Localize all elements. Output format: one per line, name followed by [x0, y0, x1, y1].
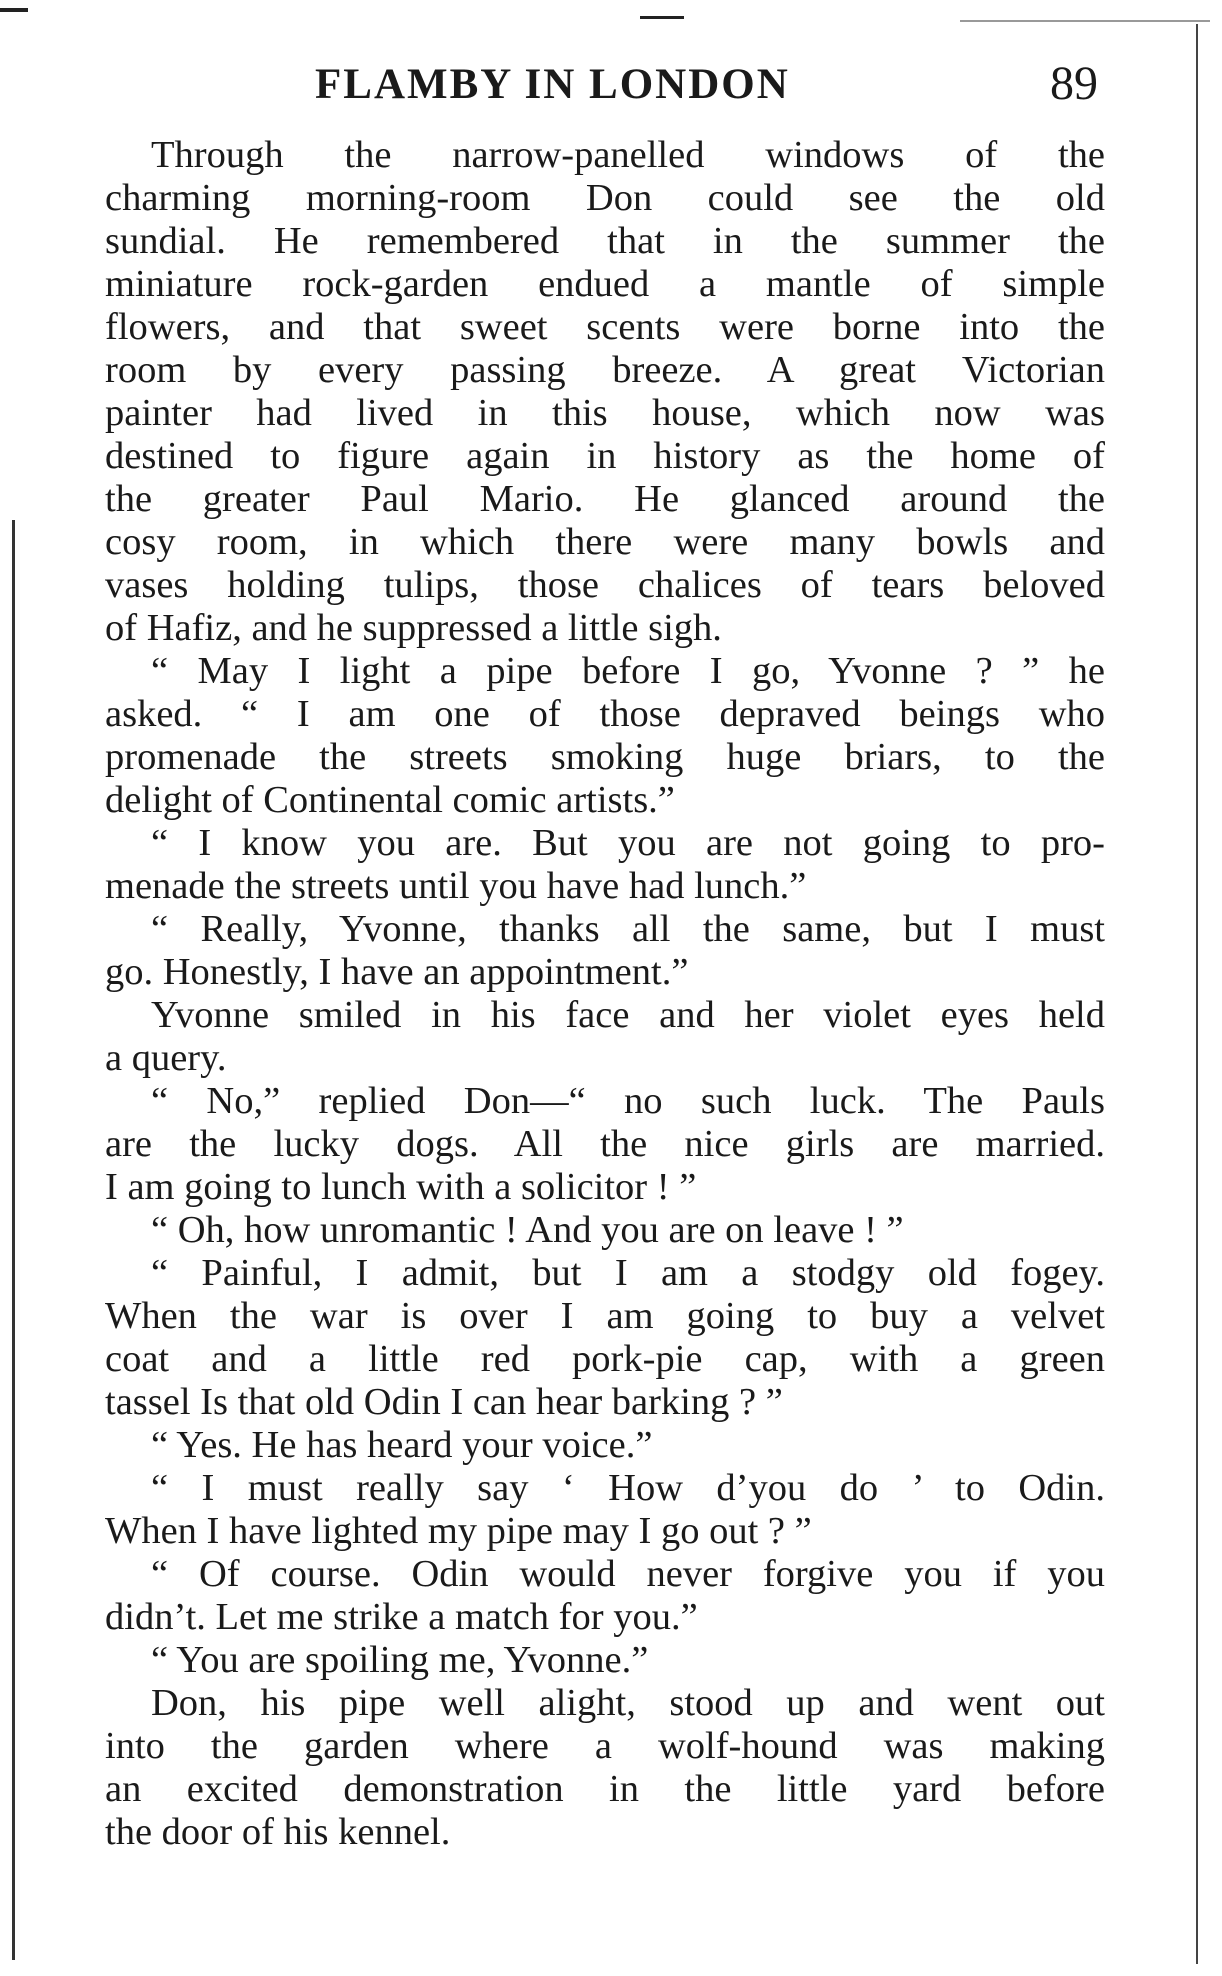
text-line: vases holding tulips, those chalices of tears beloved: [105, 564, 1105, 606]
text-line: painter had lived in this house, which now was: [105, 392, 1105, 434]
running-title: FLAMBY IN LONDON: [315, 61, 790, 108]
text-line: menade the streets until you have had lunch.”: [105, 865, 807, 907]
text-line: flowers, and that sweet scents were borne into the: [105, 306, 1105, 348]
text-line: “ No,” replied Don—“ no such luck. The Pauls: [151, 1080, 1105, 1122]
book-page: [105, 52, 1105, 1853]
text-line: “ Really, Yvonne, thanks all the same, but I must: [151, 908, 1105, 950]
text-line: delight of Continental comic artists.”: [105, 779, 675, 821]
text-line: asked. “ I am one of those depraved beings who: [105, 693, 1105, 735]
text-line: “ May I light a pipe before I go, Yvonne ? ” he: [151, 650, 1105, 692]
text-line: promenade the streets smoking huge briars, to the: [105, 736, 1105, 778]
text-line: “ Oh, how unromantic ! And you are on leave ! ”: [151, 1209, 904, 1251]
text-line: an excited demonstration in the little yard before: [105, 1768, 1105, 1810]
text-line: When the war is over I am going to buy a velvet: [105, 1295, 1105, 1337]
text-line: didn’t. Let me strike a match for you.”: [105, 1596, 698, 1638]
text-line: are the lucky dogs. All the nice girls are married.: [105, 1123, 1105, 1165]
text-line: a query.: [105, 1037, 227, 1079]
text-line: “ You are spoiling me, Yvonne.”: [151, 1639, 649, 1681]
text-line: sundial. He remembered that in the summer the: [105, 220, 1105, 262]
text-line: “ I must really say ‘ How d’you do ’ to Odin.: [151, 1467, 1105, 1509]
text-line: Through the narrow-panelled windows of the: [151, 134, 1105, 176]
page-edge-shadow: [1196, 24, 1198, 1964]
text-line: Don, his pipe well alight, stood up and went out: [151, 1682, 1105, 1724]
page-header: [105, 52, 1105, 122]
scan-edge-mark: [640, 16, 684, 19]
scan-edge-mark: [0, 8, 28, 12]
text-line: I am going to lunch with a solicitor ! ”: [105, 1166, 697, 1208]
text-line: destined to figure again in history as the home of: [105, 435, 1105, 477]
binding-edge-shadow: [12, 520, 15, 1960]
text-line: tassel Is that old Odin I can hear barking ? ”: [105, 1381, 783, 1423]
text-line: of Hafiz, and he suppressed a little sigh.: [105, 607, 722, 649]
page-number: 89: [1050, 57, 1098, 110]
text-line: When I have lighted my pipe may I go out ? ”: [105, 1510, 812, 1552]
text-line: room by every passing breeze. A great Victorian: [105, 349, 1105, 391]
text-line: miniature rock-garden endued a mantle of simple: [105, 263, 1105, 305]
text-line: coat and a little red pork-pie cap, with a green: [105, 1338, 1105, 1380]
text-line: charming morning-room Don could see the old: [105, 177, 1105, 219]
text-line: “ Painful, I admit, but I am a stodgy old fogey.: [151, 1252, 1105, 1294]
text-line: the door of his kennel.: [105, 1811, 451, 1853]
text-line: into the garden where a wolf-hound was making: [105, 1725, 1105, 1767]
scan-edge-mark: [960, 20, 1210, 22]
text-line: “ Of course. Odin would never forgive you if you: [151, 1553, 1105, 1595]
text-line: the greater Paul Mario. He glanced around the: [105, 478, 1105, 520]
body-text: [105, 134, 1105, 1854]
text-line: go. Honestly, I have an appointment.”: [105, 951, 689, 993]
text-line: “ I know you are. But you are not going to pro-: [151, 822, 1105, 864]
text-line: “ Yes. He has heard your voice.”: [151, 1424, 653, 1466]
text-line: Yvonne smiled in his face and her violet eyes held: [151, 994, 1105, 1036]
text-line: cosy room, in which there were many bowls and: [105, 521, 1105, 563]
